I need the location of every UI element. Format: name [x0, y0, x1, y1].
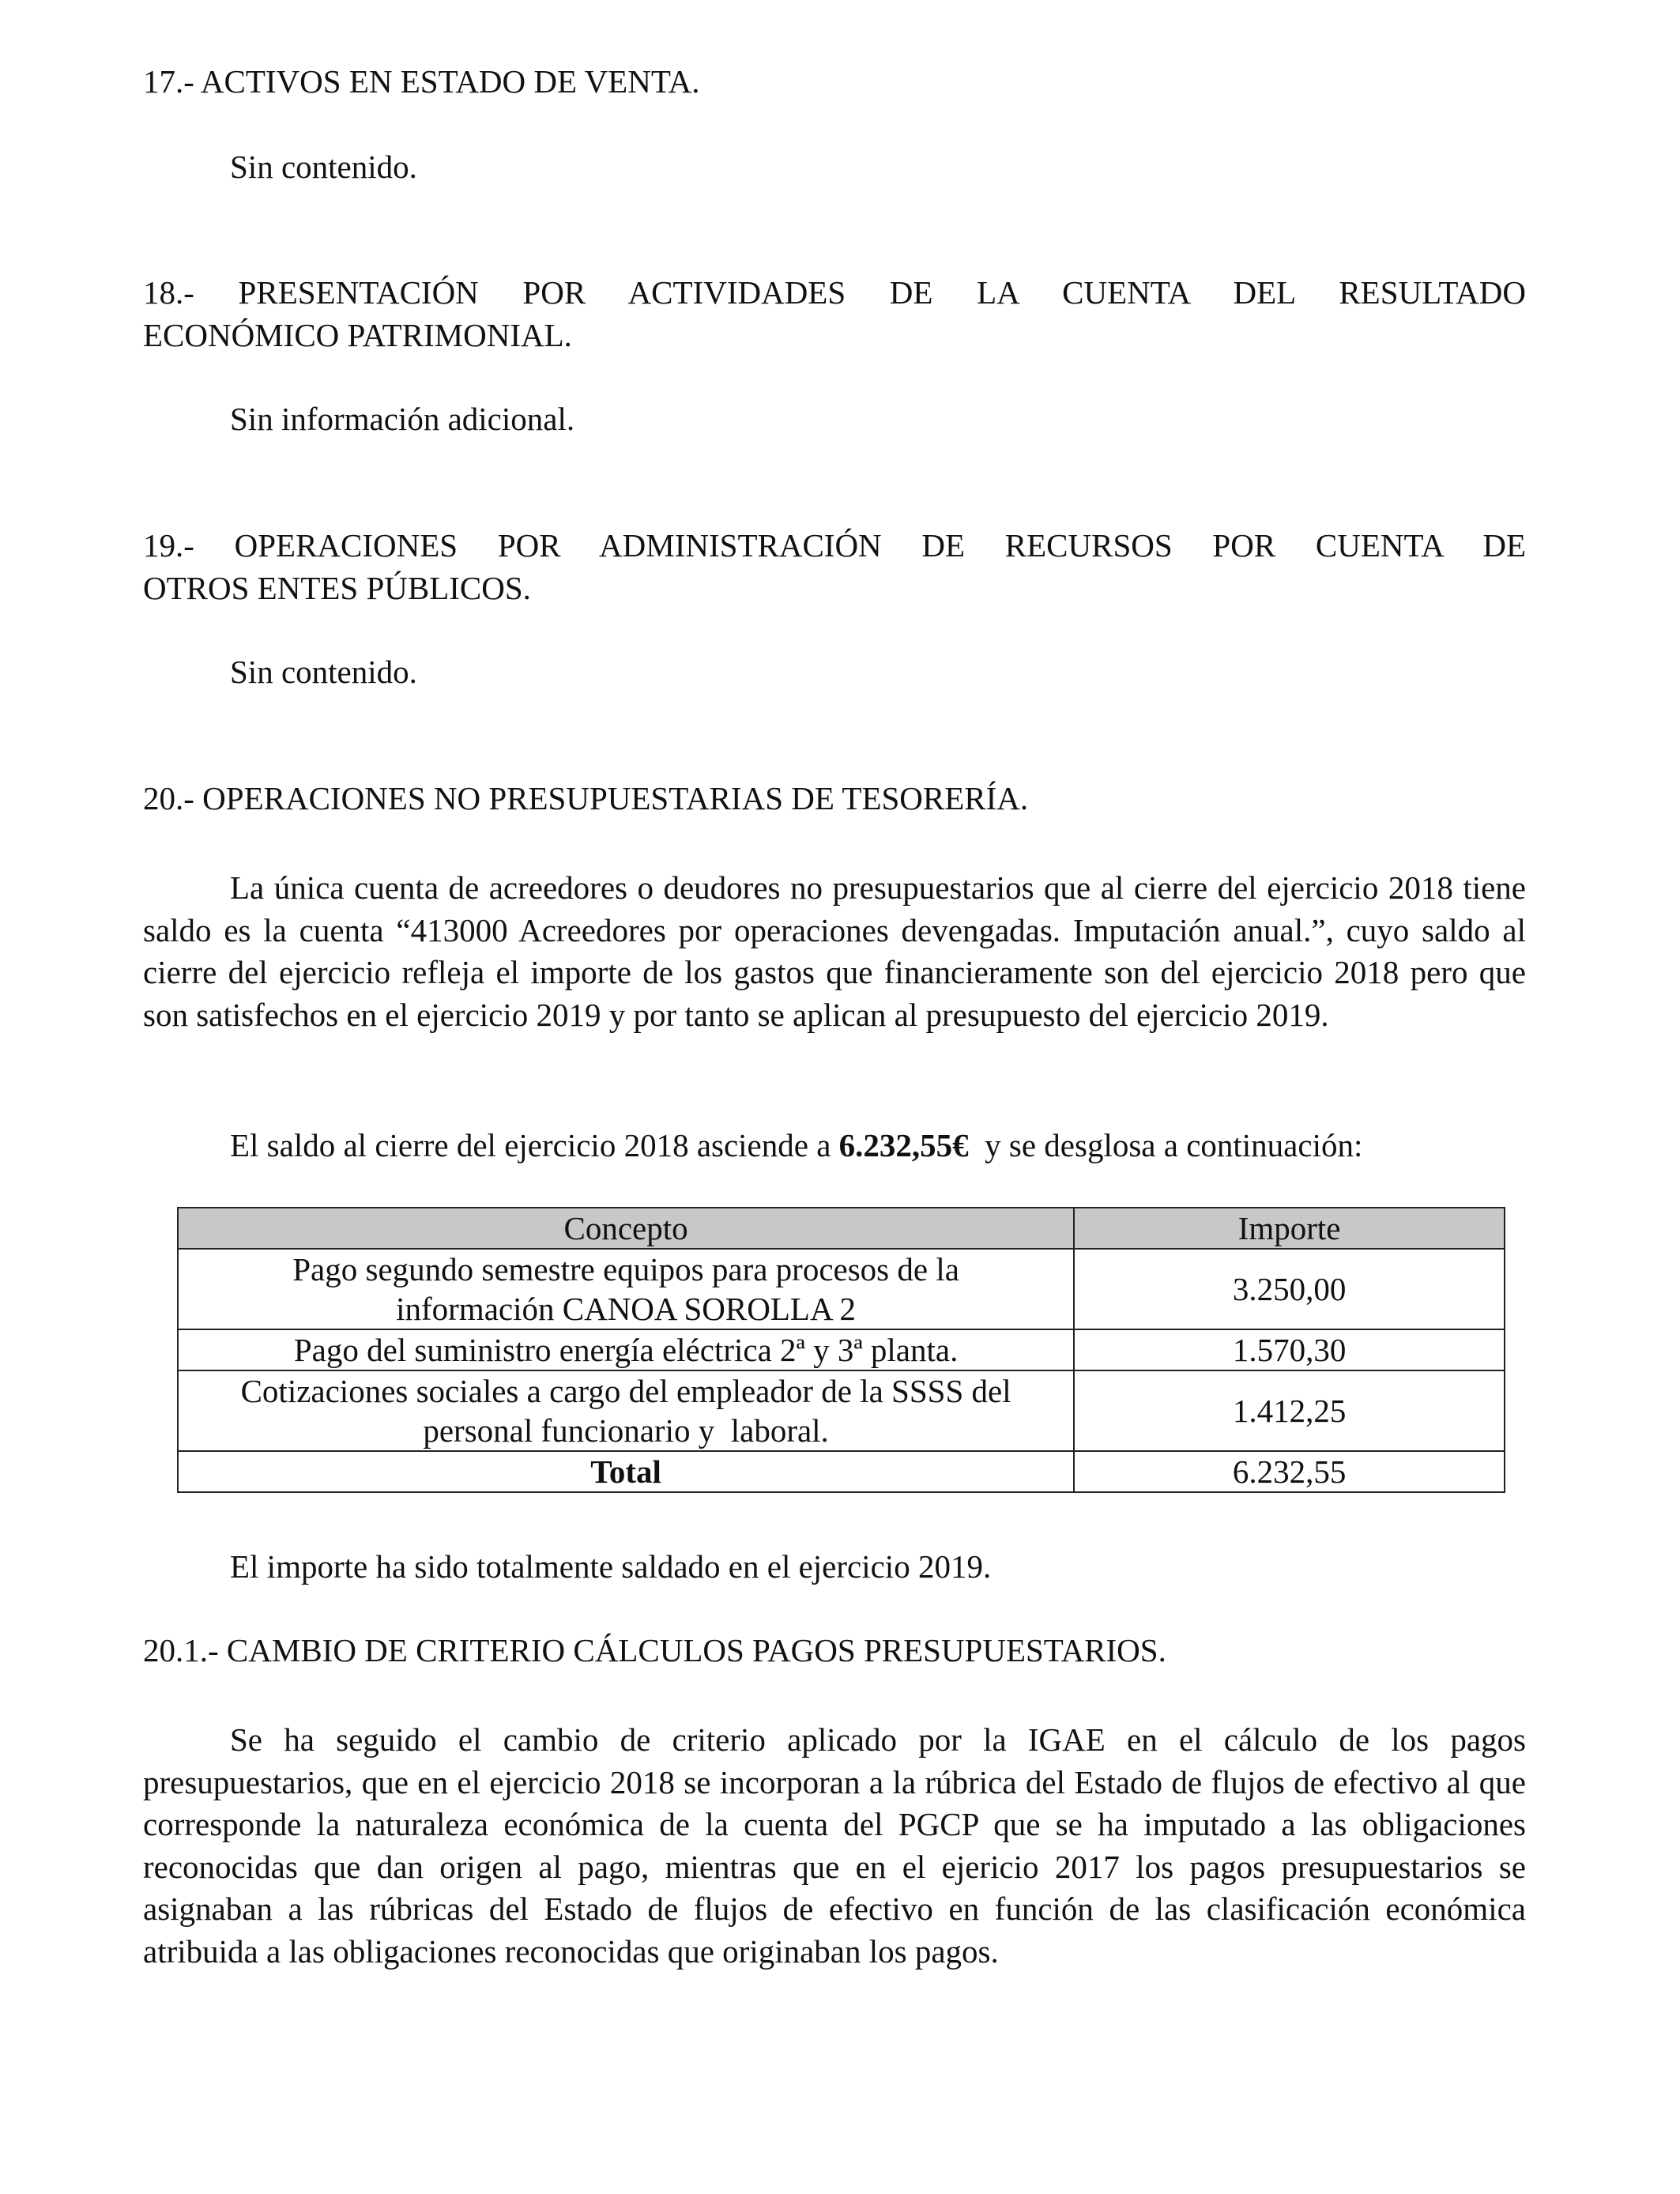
row-3-amount: 1.412,25: [1074, 1370, 1505, 1451]
total-amount: 6.232,55: [1074, 1451, 1505, 1492]
saldo-text-before: El saldo al cierre del ejercicio 2018 asciende a: [230, 1127, 839, 1163]
row-1-amount: 3.250,00: [1074, 1249, 1505, 1329]
row-2-concept: Pago del suministro energía eléctrica 2ª y 3ª planta.: [178, 1329, 1074, 1370]
section-18-title-line1: 18.- PRESENTACIÓN POR ACTIVIDADES DE LA CUENTA DEL RESULTADO: [143, 274, 1526, 311]
section-20-paragraph-3: El importe ha sido totalmente saldado en el ejercicio 2019.: [230, 1548, 992, 1585]
table-header-row: [178, 1208, 1505, 1249]
row-1-concept-line1: Pago segundo semestre equipos para procesos de la: [292, 1251, 959, 1287]
section-18-text: Sin información adicional.: [230, 401, 575, 437]
header-concepto: Concepto: [178, 1208, 1074, 1249]
saldo-amount: 6.232,55€: [838, 1127, 969, 1163]
table-total-row: [178, 1451, 1505, 1492]
section-17-title: 17.- ACTIVOS EN ESTADO DE VENTA.: [143, 63, 700, 100]
section-19-title-line1: 19.- OPERACIONES POR ADMINISTRACIÓN DE RECURSOS POR CUENTA DE: [143, 527, 1526, 564]
table-row: [178, 1249, 1505, 1329]
saldo-text-after: y se desglosa a continuación:: [968, 1127, 1363, 1163]
section-18-title-line2: ECONÓMICO PATRIMONIAL.: [143, 317, 572, 353]
table-row: [178, 1370, 1505, 1451]
row-3-concept-line1: Cotizaciones sociales a cargo del empleador de la SSSS del: [240, 1373, 1011, 1409]
section-20-paragraph-2: [230, 1124, 1362, 1167]
total-label: Total: [178, 1451, 1074, 1492]
row-3-concept-line2: personal funcionario y laboral.: [423, 1412, 829, 1449]
section-20-title: 20.- OPERACIONES NO PRESUPUESTARIAS DE TESORERÍA.: [143, 780, 1029, 816]
section-19-title-line2: OTROS ENTES PÚBLICOS.: [143, 570, 531, 606]
section-17-text: Sin contenido.: [230, 149, 417, 185]
table-row: [178, 1329, 1505, 1370]
section-20-1-title: 20.1.- CAMBIO DE CRITERIO CÁLCULOS PAGOS PRESUPUESTARIOS.: [143, 1632, 1166, 1668]
section-20-1-paragraph: Se ha seguido el cambio de criterio aplicado por la IGAE en el cálculo de los pagos presupuestarios, que en el ejercicio 2018 se incorporan a la rúbrica del Estado de flujos de efectivo al que corresponde la naturaleza económica de la cuenta del PGCP que se ha imputado a las obligaciones reconocidas que dan origen al pago, mientras que en el ejericio 2017 los pagos presupuestarios se asignaban a las rúbricas del Estado de flujos de efectivo en función de las clasificación económica atribuida a las obligaciones reconocidas que originaban los pagos.: [143, 1721, 1526, 1970]
row-1-concept-line2: información CANOA SOROLLA 2: [396, 1291, 857, 1327]
row-2-amount: 1.570,30: [1074, 1329, 1505, 1370]
row-3-concept: [178, 1370, 1074, 1451]
section-20-paragraph-1: La única cuenta de acreedores o deudores no presupuestarios que al cierre del ejercicio 2018 tiene saldo es la cuenta “413000 Acreedores por operaciones devengadas. Imputación anual.”, cuyo saldo al cierre del ejercicio refleja el importe de los gastos que financieramente son del ejercicio 2018 pero que son satisfechos en el ejercicio 2019 y por tanto se aplican al presupuesto del ejercicio 2019.: [143, 869, 1526, 1033]
row-1-concept: [178, 1249, 1074, 1329]
acreedores-table: [177, 1207, 1505, 1493]
section-19-text: Sin contenido.: [230, 654, 417, 690]
header-importe: Importe: [1074, 1208, 1505, 1249]
